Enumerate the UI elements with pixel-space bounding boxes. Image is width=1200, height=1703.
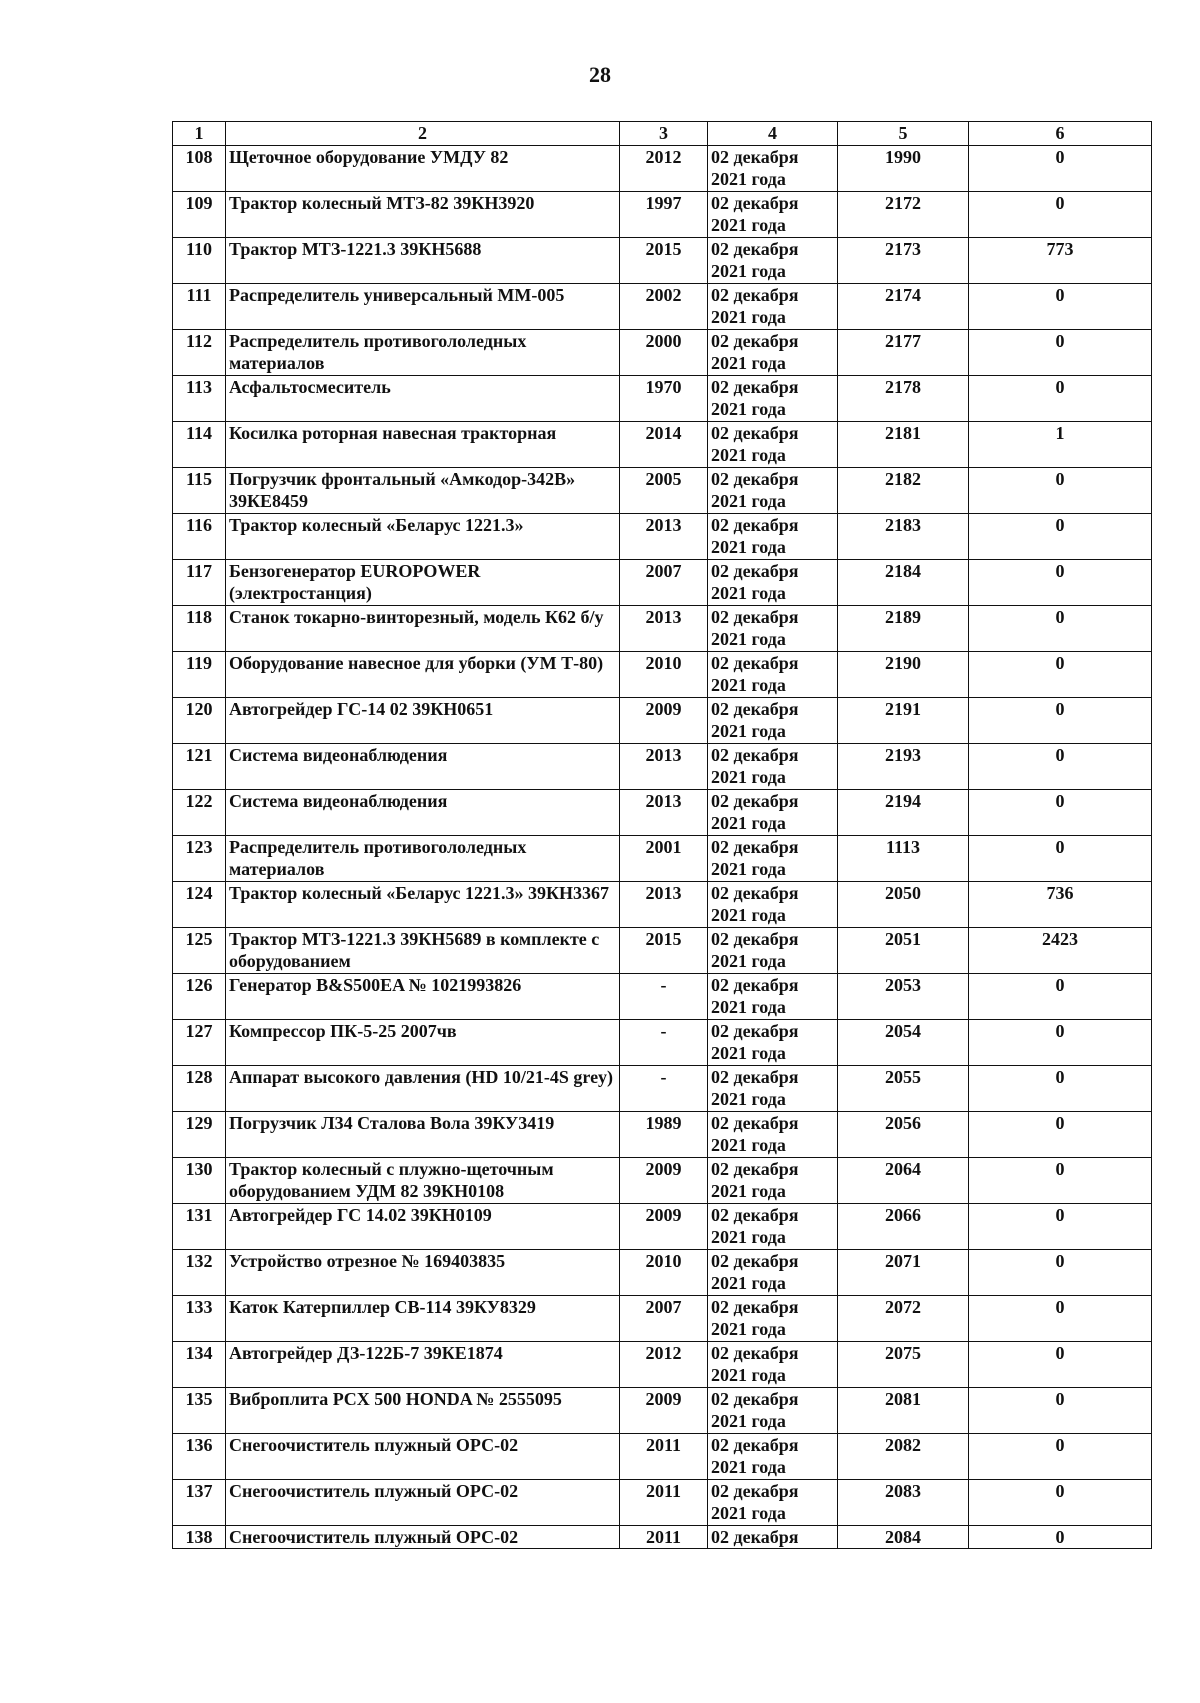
- row-number-cell: 129: [173, 1112, 226, 1158]
- item-name-cell: Трактор колесный «Беларус 1221.3» 39КН3367: [226, 882, 620, 928]
- row-number-cell: 120: [173, 698, 226, 744]
- date-cell: 02 декабря 2021 года: [708, 560, 838, 606]
- date-cell: 02 декабря: [708, 1526, 838, 1549]
- value-cell: 0: [969, 836, 1152, 882]
- table-row: [173, 1388, 1152, 1434]
- year-cell: 2005: [620, 468, 708, 514]
- inventory-number-cell: 2190: [838, 652, 969, 698]
- inventory-number-cell: 2083: [838, 1480, 969, 1526]
- table-row: [173, 514, 1152, 560]
- inventory-number-cell: 2191: [838, 698, 969, 744]
- year-cell: 2010: [620, 1250, 708, 1296]
- row-number-cell: 128: [173, 1066, 226, 1112]
- value-cell: 0: [969, 192, 1152, 238]
- date-cell: 02 декабря 2021 года: [708, 468, 838, 514]
- table-row: [173, 238, 1152, 284]
- table-header-row: [173, 122, 1152, 146]
- date-cell: 02 декабря 2021 года: [708, 698, 838, 744]
- inventory-number-cell: 2183: [838, 514, 969, 560]
- table-row: [173, 192, 1152, 238]
- year-cell: 2013: [620, 744, 708, 790]
- item-name-cell: Трактор колесный МТЗ-82 39КН3920: [226, 192, 620, 238]
- row-number-cell: 126: [173, 974, 226, 1020]
- date-cell: 02 декабря 2021 года: [708, 1434, 838, 1480]
- value-cell: 0: [969, 1342, 1152, 1388]
- item-name-cell: Трактор колесный с плужно-щеточным оборудованием УДМ 82 39КН0108: [226, 1158, 620, 1204]
- value-cell: 0: [969, 560, 1152, 606]
- inventory-number-cell: 2184: [838, 560, 969, 606]
- year-cell: 2011: [620, 1526, 708, 1549]
- value-cell: 0: [969, 376, 1152, 422]
- row-number-cell: 123: [173, 836, 226, 882]
- value-cell: 0: [969, 1204, 1152, 1250]
- row-number-cell: 122: [173, 790, 226, 836]
- inventory-number-cell: 2172: [838, 192, 969, 238]
- year-cell: -: [620, 1066, 708, 1112]
- date-cell: 02 декабря 2021 года: [708, 652, 838, 698]
- value-cell: 0: [969, 330, 1152, 376]
- date-cell: 02 декабря 2021 года: [708, 146, 838, 192]
- date-cell: 02 декабря 2021 года: [708, 514, 838, 560]
- inventory-number-cell: 2177: [838, 330, 969, 376]
- inventory-number-cell: 2055: [838, 1066, 969, 1112]
- inventory-number-cell: 2072: [838, 1296, 969, 1342]
- table-row: [173, 422, 1152, 468]
- value-cell: 0: [969, 284, 1152, 330]
- table-row: [173, 1296, 1152, 1342]
- table-row: [173, 1480, 1152, 1526]
- value-cell: 0: [969, 744, 1152, 790]
- table-row: [173, 376, 1152, 422]
- year-cell: 2007: [620, 1296, 708, 1342]
- value-cell: 0: [969, 1250, 1152, 1296]
- value-cell: 0: [969, 1388, 1152, 1434]
- row-number-cell: 125: [173, 928, 226, 974]
- value-cell: 0: [969, 606, 1152, 652]
- table-row: [173, 146, 1152, 192]
- date-cell: 02 декабря 2021 года: [708, 836, 838, 882]
- inventory-number-cell: 2189: [838, 606, 969, 652]
- date-cell: 02 декабря 2021 года: [708, 238, 838, 284]
- column-header: 6: [969, 122, 1152, 146]
- table-row: [173, 1066, 1152, 1112]
- item-name-cell: Трактор МТЗ-1221.3 39КН5688: [226, 238, 620, 284]
- row-number-cell: 136: [173, 1434, 226, 1480]
- inventory-number-cell: 2056: [838, 1112, 969, 1158]
- year-cell: 2007: [620, 560, 708, 606]
- row-number-cell: 133: [173, 1296, 226, 1342]
- row-number-cell: 132: [173, 1250, 226, 1296]
- row-number-cell: 115: [173, 468, 226, 514]
- year-cell: 2009: [620, 1204, 708, 1250]
- inventory-number-cell: 2064: [838, 1158, 969, 1204]
- table-row: [173, 560, 1152, 606]
- value-cell: 0: [969, 1158, 1152, 1204]
- item-name-cell: Трактор колесный «Беларус 1221.3»: [226, 514, 620, 560]
- item-name-cell: Трактор МТЗ-1221.3 39КН5689 в комплекте с оборудованием: [226, 928, 620, 974]
- row-number-cell: 135: [173, 1388, 226, 1434]
- inventory-number-cell: 2181: [838, 422, 969, 468]
- inventory-number-cell: 2053: [838, 974, 969, 1020]
- year-cell: 2014: [620, 422, 708, 468]
- year-cell: 2001: [620, 836, 708, 882]
- date-cell: 02 декабря 2021 года: [708, 422, 838, 468]
- value-cell: 0: [969, 514, 1152, 560]
- year-cell: 1970: [620, 376, 708, 422]
- value-cell: 0: [969, 652, 1152, 698]
- date-cell: 02 декабря 2021 года: [708, 1250, 838, 1296]
- inventory-number-cell: 2194: [838, 790, 969, 836]
- item-name-cell: Автогрейдер ДЗ-122Б-7 39КЕ1874: [226, 1342, 620, 1388]
- table-body: [173, 122, 1152, 1549]
- value-cell: 0: [969, 698, 1152, 744]
- row-number-cell: 121: [173, 744, 226, 790]
- inventory-number-cell: 2082: [838, 1434, 969, 1480]
- table-row: [173, 928, 1152, 974]
- row-number-cell: 124: [173, 882, 226, 928]
- year-cell: 2012: [620, 146, 708, 192]
- table-row: [173, 468, 1152, 514]
- row-number-cell: 119: [173, 652, 226, 698]
- date-cell: 02 декабря 2021 года: [708, 1342, 838, 1388]
- table-row: [173, 1204, 1152, 1250]
- row-number-cell: 127: [173, 1020, 226, 1066]
- table-row: [173, 974, 1152, 1020]
- row-number-cell: 108: [173, 146, 226, 192]
- table-row: [173, 652, 1152, 698]
- inventory-number-cell: 2066: [838, 1204, 969, 1250]
- value-cell: 736: [969, 882, 1152, 928]
- item-name-cell: Система видеонаблюдения: [226, 790, 620, 836]
- row-number-cell: 138: [173, 1526, 226, 1549]
- year-cell: 2000: [620, 330, 708, 376]
- inventory-number-cell: 2054: [838, 1020, 969, 1066]
- table-row: [173, 1158, 1152, 1204]
- year-cell: -: [620, 1020, 708, 1066]
- column-header: 3: [620, 122, 708, 146]
- column-header: 5: [838, 122, 969, 146]
- value-cell: 0: [969, 146, 1152, 192]
- inventory-number-cell: 2081: [838, 1388, 969, 1434]
- value-cell: 0: [969, 1480, 1152, 1526]
- item-name-cell: Каток Катерпиллер CB-114 39КУ8329: [226, 1296, 620, 1342]
- value-cell: 0: [969, 1296, 1152, 1342]
- date-cell: 02 декабря 2021 года: [708, 1296, 838, 1342]
- item-name-cell: Устройство отрезное № 169403835: [226, 1250, 620, 1296]
- inventory-number-cell: 2050: [838, 882, 969, 928]
- item-name-cell: Аппарат высокого давления (HD 10/21-4S grey): [226, 1066, 620, 1112]
- item-name-cell: Бензогенератор EUROPOWER (электростанция): [226, 560, 620, 606]
- date-cell: 02 декабря 2021 года: [708, 192, 838, 238]
- table-row: [173, 790, 1152, 836]
- year-cell: 2013: [620, 790, 708, 836]
- inventory-number-cell: 2178: [838, 376, 969, 422]
- table-row: [173, 284, 1152, 330]
- year-cell: 2011: [620, 1480, 708, 1526]
- year-cell: 2002: [620, 284, 708, 330]
- row-number-cell: 137: [173, 1480, 226, 1526]
- date-cell: 02 декабря 2021 года: [708, 1112, 838, 1158]
- inventory-number-cell: 2193: [838, 744, 969, 790]
- table-row: [173, 882, 1152, 928]
- row-number-cell: 130: [173, 1158, 226, 1204]
- table-row: [173, 1434, 1152, 1480]
- column-header: 2: [226, 122, 620, 146]
- item-name-cell: Распределитель противогололедных материалов: [226, 836, 620, 882]
- item-name-cell: Щеточное оборудование УМДУ 82: [226, 146, 620, 192]
- equipment-table: [172, 121, 1152, 1549]
- value-cell: 0: [969, 468, 1152, 514]
- date-cell: 02 декабря 2021 года: [708, 606, 838, 652]
- table-row: [173, 1112, 1152, 1158]
- value-cell: 773: [969, 238, 1152, 284]
- item-name-cell: Оборудование навесное для уборки (УМ Т-80): [226, 652, 620, 698]
- item-name-cell: Виброплита PCX 500 HONDA № 2555095: [226, 1388, 620, 1434]
- year-cell: 2009: [620, 1388, 708, 1434]
- table-row: [173, 1526, 1152, 1549]
- date-cell: 02 декабря 2021 года: [708, 1480, 838, 1526]
- inventory-number-cell: 2173: [838, 238, 969, 284]
- row-number-cell: 114: [173, 422, 226, 468]
- item-name-cell: Генератор B&S500EA № 1021993826: [226, 974, 620, 1020]
- date-cell: 02 декабря 2021 года: [708, 1204, 838, 1250]
- table-row: [173, 1250, 1152, 1296]
- item-name-cell: Распределитель противогололедных материалов: [226, 330, 620, 376]
- row-number-cell: 109: [173, 192, 226, 238]
- year-cell: 2013: [620, 514, 708, 560]
- date-cell: 02 декабря 2021 года: [708, 928, 838, 974]
- row-number-cell: 112: [173, 330, 226, 376]
- item-name-cell: Компрессор ПК-5-25 2007чв: [226, 1020, 620, 1066]
- year-cell: 2009: [620, 1158, 708, 1204]
- date-cell: 02 декабря 2021 года: [708, 376, 838, 422]
- inventory-number-cell: 2071: [838, 1250, 969, 1296]
- year-cell: 2011: [620, 1434, 708, 1480]
- year-cell: 2015: [620, 238, 708, 284]
- year-cell: 1997: [620, 192, 708, 238]
- item-name-cell: Автогрейдер ГС-14 02 39КН0651: [226, 698, 620, 744]
- date-cell: 02 декабря 2021 года: [708, 1066, 838, 1112]
- value-cell: 0: [969, 1526, 1152, 1549]
- page-number: 28: [589, 62, 611, 87]
- item-name-cell: Снегоочиститель плужный ОРС-02: [226, 1480, 620, 1526]
- inventory-number-cell: 1990: [838, 146, 969, 192]
- date-cell: 02 декабря 2021 года: [708, 284, 838, 330]
- value-cell: 0: [969, 1020, 1152, 1066]
- row-number-cell: 116: [173, 514, 226, 560]
- inventory-number-cell: 2075: [838, 1342, 969, 1388]
- inventory-number-cell: 2174: [838, 284, 969, 330]
- item-name-cell: Асфальтосмеситель: [226, 376, 620, 422]
- value-cell: 0: [969, 974, 1152, 1020]
- item-name-cell: Автогрейдер ГС 14.02 39КН0109: [226, 1204, 620, 1250]
- date-cell: 02 декабря 2021 года: [708, 790, 838, 836]
- row-number-cell: 118: [173, 606, 226, 652]
- item-name-cell: Система видеонаблюдения: [226, 744, 620, 790]
- table-row: [173, 698, 1152, 744]
- year-cell: -: [620, 974, 708, 1020]
- item-name-cell: Погрузчик фронтальный «Амкодор-342В» 39КЕ8459: [226, 468, 620, 514]
- column-header: 1: [173, 122, 226, 146]
- table-row: [173, 1342, 1152, 1388]
- item-name-cell: Станок токарно-винторезный, модель К62 б/у: [226, 606, 620, 652]
- year-cell: 2013: [620, 882, 708, 928]
- value-cell: 0: [969, 1066, 1152, 1112]
- date-cell: 02 декабря 2021 года: [708, 744, 838, 790]
- date-cell: 02 декабря 2021 года: [708, 882, 838, 928]
- year-cell: 1989: [620, 1112, 708, 1158]
- row-number-cell: 134: [173, 1342, 226, 1388]
- row-number-cell: 131: [173, 1204, 226, 1250]
- table-row: [173, 744, 1152, 790]
- inventory-number-cell: 2084: [838, 1526, 969, 1549]
- year-cell: 2012: [620, 1342, 708, 1388]
- date-cell: 02 декабря 2021 года: [708, 974, 838, 1020]
- value-cell: 2423: [969, 928, 1152, 974]
- table-row: [173, 330, 1152, 376]
- inventory-number-cell: 2051: [838, 928, 969, 974]
- date-cell: 02 декабря 2021 года: [708, 1388, 838, 1434]
- row-number-cell: 111: [173, 284, 226, 330]
- year-cell: 2013: [620, 606, 708, 652]
- year-cell: 2009: [620, 698, 708, 744]
- value-cell: 0: [969, 1434, 1152, 1480]
- column-header: 4: [708, 122, 838, 146]
- item-name-cell: Погрузчик Л34 Сталова Вола 39КУ3419: [226, 1112, 620, 1158]
- table-row: [173, 836, 1152, 882]
- value-cell: 0: [969, 790, 1152, 836]
- year-cell: 2015: [620, 928, 708, 974]
- row-number-cell: 113: [173, 376, 226, 422]
- table-row: [173, 606, 1152, 652]
- date-cell: 02 декабря 2021 года: [708, 1158, 838, 1204]
- item-name-cell: Распределитель универсальный ММ-005: [226, 284, 620, 330]
- item-name-cell: Снегоочиститель плужный ОРС-02: [226, 1526, 620, 1549]
- inventory-number-cell: 1113: [838, 836, 969, 882]
- row-number-cell: 110: [173, 238, 226, 284]
- row-number-cell: 117: [173, 560, 226, 606]
- year-cell: 2010: [620, 652, 708, 698]
- item-name-cell: Косилка роторная навесная тракторная: [226, 422, 620, 468]
- date-cell: 02 декабря 2021 года: [708, 330, 838, 376]
- table-row: [173, 1020, 1152, 1066]
- item-name-cell: Снегоочиститель плужный ОРС-02: [226, 1434, 620, 1480]
- value-cell: 1: [969, 422, 1152, 468]
- inventory-number-cell: 2182: [838, 468, 969, 514]
- date-cell: 02 декабря 2021 года: [708, 1020, 838, 1066]
- value-cell: 0: [969, 1112, 1152, 1158]
